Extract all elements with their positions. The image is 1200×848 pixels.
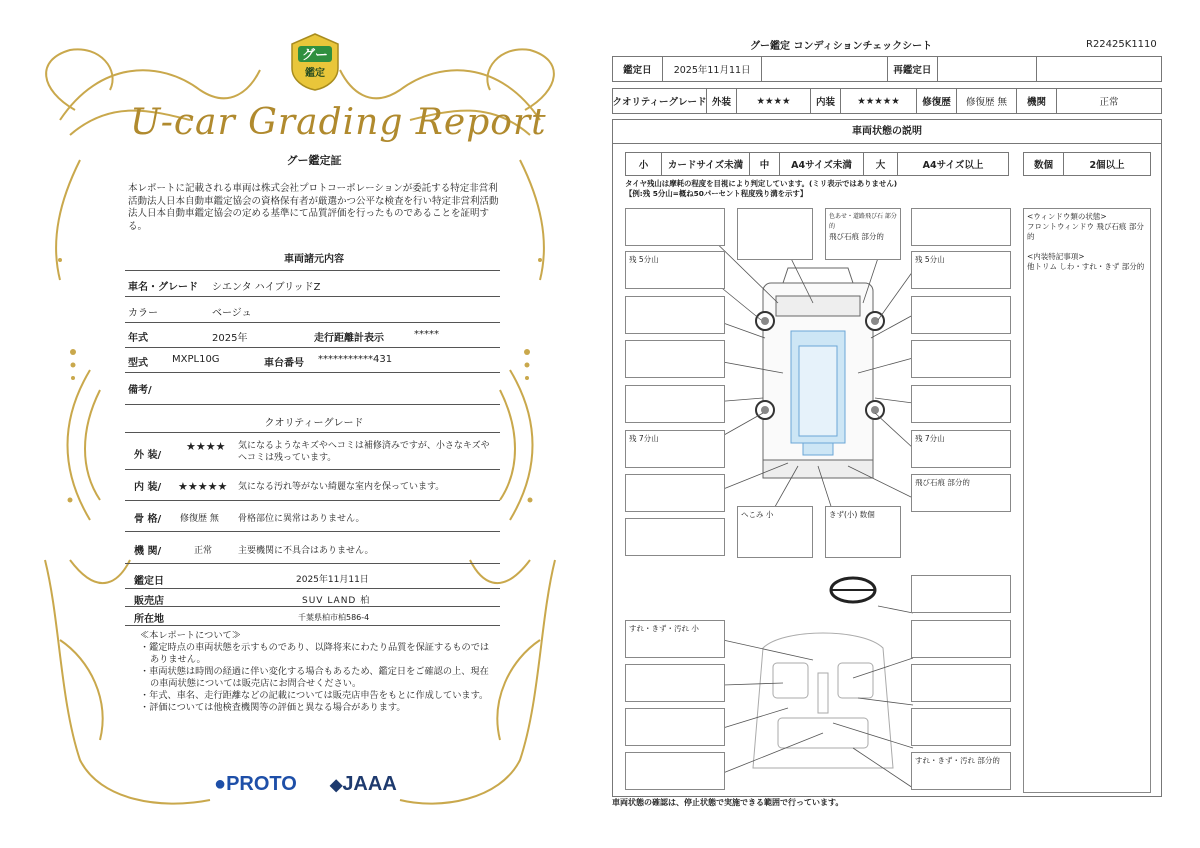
report-title: U-car Grading Report	[130, 102, 547, 143]
note-box	[911, 708, 1011, 746]
note-box	[911, 620, 1011, 658]
sheet-code: R22425K1110	[1086, 39, 1157, 50]
chassis-value: ***********431	[318, 354, 393, 365]
interior-stars: ★★★★★	[178, 480, 228, 493]
report-notes	[140, 630, 492, 714]
certificate-title: グー鑑定証	[286, 154, 342, 167]
model-label: 型式	[128, 358, 148, 369]
exterior-label: 外 装/	[134, 450, 162, 461]
sheet-title: グー鑑定 コンディションチェックシート	[750, 41, 933, 52]
size-medium: 中	[750, 153, 780, 175]
dealer-value: SUV LAND 柏	[302, 596, 371, 606]
exterior-label: 外装	[707, 89, 737, 113]
interior-label: 内装	[811, 89, 841, 113]
engine-value: 正常	[1099, 97, 1119, 108]
note-box	[625, 708, 725, 746]
exterior-stars: ★★★★	[737, 89, 811, 113]
count-label: 数個	[1024, 153, 1064, 175]
date-value: 2025年11月11日	[663, 57, 763, 81]
note-item: ・評価については他検査機関等の評価と異なる場合があります。	[140, 702, 406, 713]
proto-mark-icon: ●	[214, 773, 227, 795]
color-value: ベージュ	[212, 308, 252, 319]
chassis-label: 車台番号	[264, 358, 304, 369]
address-value: 千葉県柏市柏586-4	[298, 613, 370, 622]
footer-logos	[214, 770, 414, 800]
windshield-box: 色あせ・道路飛び石 部分的 飛び石痕 部分的	[825, 208, 901, 260]
grade-label: クオリティーグレード	[613, 89, 707, 113]
jaaa-mark-icon: ◆	[330, 777, 343, 794]
appraisal-date-label: 鑑定日	[134, 576, 164, 587]
note-box	[911, 385, 1011, 423]
note-box	[911, 296, 1011, 334]
color-label: カラー	[128, 308, 158, 319]
count-desc: 2個以上	[1089, 160, 1125, 171]
mileage-value: *****	[414, 329, 439, 340]
size-large-desc: A4サイズ以上	[922, 160, 984, 171]
window-notes-text: フロントウィンドウ 飛び石痕 部分的	[1027, 222, 1144, 241]
svg-text:グー: グー	[301, 48, 329, 63]
quality-title: クオリティーグレード	[264, 418, 364, 429]
note-box	[625, 518, 725, 556]
interior-text: 気になる汚れ等がない綺麗な室内を保っています。	[238, 482, 445, 492]
name-value: シエンタ ハイブリッドZ	[212, 282, 321, 293]
tire-rear-right-box: 残 7分山	[911, 430, 1011, 468]
note-box	[625, 385, 725, 423]
exterior-text: 気になるようなキズやヘコミは補修済みですが、小さなキズやヘコミは残っています。	[238, 441, 490, 463]
jaaa-logo: ◆JAAA	[330, 773, 397, 795]
engine-text: 主要機関に不具合はありません。	[238, 546, 374, 556]
exterior-stars: ★★★★	[186, 440, 226, 453]
interior-label: 内 装/	[134, 482, 162, 493]
interior-left-box: すれ・きず・汚れ 小	[625, 620, 725, 658]
goo-appraisal-badge	[288, 32, 342, 92]
condition-title: 車両状態の説明	[613, 120, 1161, 144]
size-medium-desc: A4サイズ未満	[780, 153, 864, 175]
dealer-label: 販売店	[134, 596, 164, 607]
note-box	[625, 208, 725, 246]
remarks-label: 備考/	[128, 385, 152, 396]
repair-value: 修復歴 無	[957, 89, 1017, 113]
steering-wheel-icon	[831, 578, 875, 602]
note-box	[737, 208, 813, 260]
size-large: 大	[864, 153, 898, 175]
name-label: 車名・グレード	[128, 282, 198, 293]
year-label: 年式	[128, 333, 148, 344]
dent-box: へこみ 小	[737, 506, 813, 558]
note-box	[911, 340, 1011, 378]
note-box	[625, 296, 725, 334]
frame-label: 骨 格/	[134, 514, 162, 525]
svg-text:鑑定: 鑑定	[305, 68, 325, 79]
interior-stars: ★★★★★	[841, 89, 917, 113]
engine-label: 機 関/	[134, 546, 162, 557]
interior-rear-box: すれ・きず・汚れ 部分的	[911, 752, 1011, 790]
note-item: ・年式、車名、走行距離などの記載については販売店申告をもとに作成しています。	[140, 690, 489, 701]
interior-notes-head: <内装特記事項>	[1027, 252, 1085, 261]
note-box	[625, 474, 725, 512]
note-item: ・車両状態は時間の経過に伴い変化する場合もあるため、鑑定日をご確認の上、現在の車両状態については販売店にお問合せください。	[140, 666, 489, 689]
repair-label: 修復歴	[917, 89, 957, 113]
engine-label: 機関	[1017, 89, 1057, 113]
condition-check-sheet	[600, 0, 1200, 848]
model-value: MXPL10G	[172, 354, 220, 365]
appraisal-date-value: 2025年11月11日	[296, 575, 369, 585]
year-value: 2025年	[212, 333, 248, 344]
date-label: 鑑定日	[613, 57, 663, 81]
note-item: ・鑑定時点の車両状態を示すものであり、以降将来にわたり品質を保証するものではありません。	[140, 642, 490, 665]
reappraisal-label: 再鑑定日	[888, 57, 938, 81]
note-box	[911, 208, 1011, 246]
special-notes-panel	[1023, 208, 1151, 793]
frame-value: 修復歴 無	[180, 514, 219, 524]
mileage-label: 走行距離計表示	[314, 333, 384, 344]
footer-note: 車両状態の確認は、停止状態で実施できる範囲で行っています。	[612, 798, 844, 807]
proto-logo: ●PROTO	[214, 773, 297, 795]
note-box	[625, 752, 725, 790]
frame-text: 骨格部位に異常はありません。	[238, 514, 365, 524]
window-notes-head: <ウィンドウ類の状態>	[1027, 212, 1107, 221]
tire-front-right-box: 残 5分山	[911, 251, 1011, 289]
tire-note: タイヤ残山は摩耗の程度を目視により判定しています。(ミリ表示ではありません) 【例:残 5分山=概ね50パーセント程度残り溝を示す】	[625, 179, 898, 198]
rear-glass-box: 飛び石痕 部分的	[911, 474, 1011, 512]
count-legend	[1023, 152, 1151, 176]
tire-front-left-box: 残 5分山	[625, 251, 725, 289]
engine-value: 正常	[194, 546, 213, 556]
size-small-desc: カードサイズ未満	[662, 153, 750, 175]
certificate-body: 本レポートに記載される車両は株式会社プロトコーポレーションが委託する特定非営利活動法人日本自動車鑑定協会の資格保有者が厳選かつ公平な検査を行い特定非営利活動法人日本自動車鑑定協会の定める基準にて品質評価を行ったものであることを証明する。	[128, 183, 499, 232]
interior-diagram	[753, 633, 893, 768]
notes-title: ≪本レポートについて≫	[140, 630, 241, 641]
size-small: 小	[626, 153, 662, 175]
specs-title: 車両諸元内容	[284, 254, 344, 265]
tire-rear-left-box: 残 7分山	[625, 430, 725, 468]
size-legend	[625, 152, 1009, 176]
note-box	[625, 340, 725, 378]
address-label: 所在地	[134, 614, 164, 625]
interior-notes-text: 他トリム しわ・すれ・きず 部分的	[1027, 262, 1145, 271]
condition-panel	[612, 119, 1162, 797]
appraisal-date-row	[612, 56, 1162, 82]
note-box	[911, 664, 1011, 702]
quality-grade-row	[612, 88, 1162, 114]
note-box	[625, 664, 725, 702]
note-box	[911, 575, 1011, 613]
scratch-box: きず(小) 数個	[825, 506, 901, 558]
